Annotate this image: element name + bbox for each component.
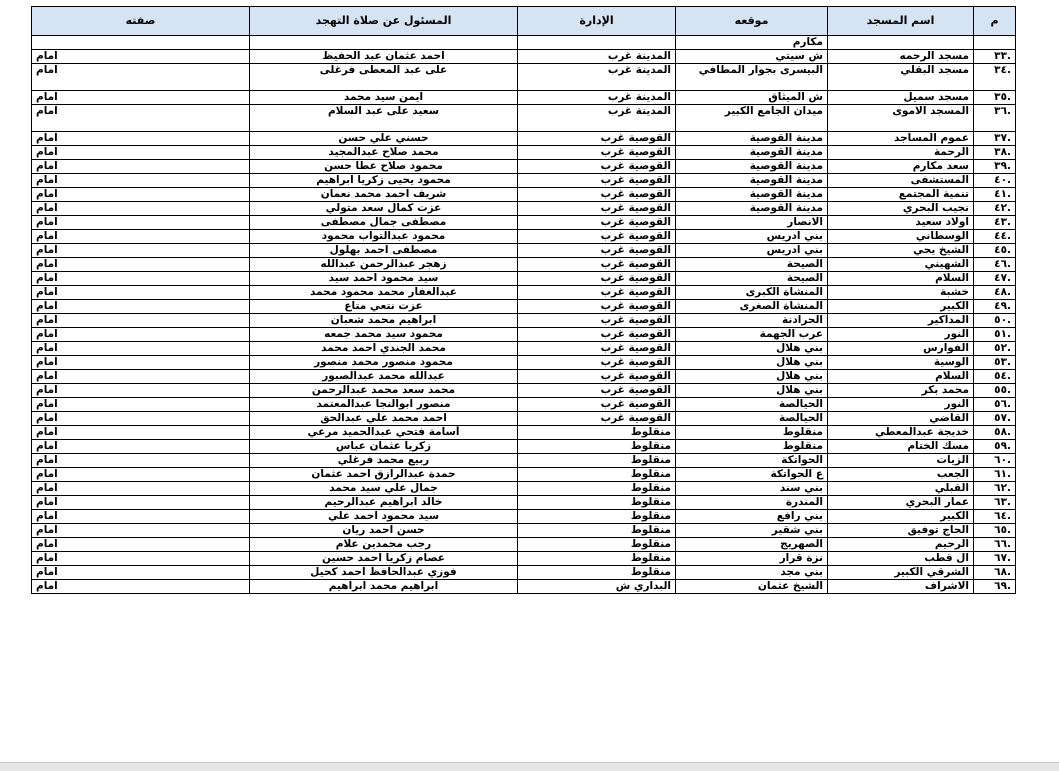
- mosque-name-cell: [828, 36, 974, 50]
- mosque-name-cell: الاشراف: [828, 580, 974, 594]
- location-cell: مدينة القوصية: [676, 146, 828, 160]
- location-cell: بني ادريس: [676, 244, 828, 258]
- department-cell: منقلوط: [518, 538, 676, 552]
- location-cell: مدينة القوصية: [676, 132, 828, 146]
- responsible-person-cell: سعيد على عبد السلام: [250, 105, 518, 132]
- responsible-person-cell: محمد الجندي احمد محمد: [250, 342, 518, 356]
- header-row: [32, 7, 1016, 36]
- mosque-name-cell: السلام: [828, 370, 974, 384]
- col-header-mosque: اسم المسجد: [828, 7, 974, 36]
- location-cell: المنشاة الكبرى: [676, 286, 828, 300]
- role-cell: امام: [32, 524, 250, 538]
- department-cell: القوصية غرب: [518, 244, 676, 258]
- role-cell: امام: [32, 314, 250, 328]
- row-number: .٥٣: [974, 356, 1016, 370]
- mosque-name-cell: السلام: [828, 272, 974, 286]
- role-cell: امام: [32, 91, 250, 105]
- table-row: [32, 244, 1016, 258]
- role-cell: امام: [32, 132, 250, 146]
- location-cell: بني هلال: [676, 356, 828, 370]
- department-cell: منقلوط: [518, 496, 676, 510]
- table-row: [32, 174, 1016, 188]
- row-number: .٥٠: [974, 314, 1016, 328]
- row-number: .٦٩: [974, 580, 1016, 594]
- responsible-person-cell: سيد محمود احمد علي: [250, 510, 518, 524]
- row-number: .٦٣: [974, 496, 1016, 510]
- responsible-person-cell: زكريا عثمان عباس: [250, 440, 518, 454]
- department-cell: منقلوط: [518, 510, 676, 524]
- table-row: [32, 50, 1016, 64]
- responsible-person-cell: محمود عبدالتواب محمود: [250, 230, 518, 244]
- table-row: [32, 510, 1016, 524]
- department-cell: منقلوط: [518, 426, 676, 440]
- responsible-person-cell: عزت نتعي متاع: [250, 300, 518, 314]
- mosque-table: [31, 6, 1016, 594]
- table-row: [32, 64, 1016, 91]
- row-number: .٥٧: [974, 412, 1016, 426]
- responsible-person-cell: منصور ابوالنجا عبدالمعتمد: [250, 398, 518, 412]
- mosque-name-cell: المستشفى: [828, 174, 974, 188]
- row-number: [974, 36, 1016, 50]
- row-number: .٤٦: [974, 258, 1016, 272]
- col-header-location: موقعه: [676, 7, 828, 36]
- role-cell: امام: [32, 552, 250, 566]
- mosque-name-cell: اولاد سعيد: [828, 216, 974, 230]
- responsible-person-cell: ابراهيم محمد شعبان: [250, 314, 518, 328]
- role-cell: امام: [32, 286, 250, 300]
- row-number: .٥٢: [974, 342, 1016, 356]
- table-row: [32, 412, 1016, 426]
- mosque-name-cell: الرحمة: [828, 146, 974, 160]
- row-number: .٦٥: [974, 524, 1016, 538]
- mosque-name-cell: القاضي: [828, 412, 974, 426]
- table-row: [32, 300, 1016, 314]
- mosque-name-cell: المسجد الاموى: [828, 105, 974, 132]
- table-row: [32, 258, 1016, 272]
- location-cell: نزة قرار: [676, 552, 828, 566]
- department-cell: القوصية غرب: [518, 356, 676, 370]
- department-cell: منقلوط: [518, 468, 676, 482]
- row-number: .٣٣: [974, 50, 1016, 64]
- table-row: [32, 482, 1016, 496]
- department-cell: القوصية غرب: [518, 146, 676, 160]
- responsible-person-cell: احمد عثمان عبد الحفيظ: [250, 50, 518, 64]
- mosque-name-cell: خشبة: [828, 286, 974, 300]
- location-cell: الشيخ عثمان: [676, 580, 828, 594]
- table-row: [32, 454, 1016, 468]
- mosque-name-cell: مسجد البقلي: [828, 64, 974, 91]
- responsible-person-cell: حسني علي حسن: [250, 132, 518, 146]
- department-cell: القوصية غرب: [518, 384, 676, 398]
- department-cell: القوصية غرب: [518, 132, 676, 146]
- role-cell: امام: [32, 496, 250, 510]
- responsible-person-cell: شريف احمد محمد نعمان: [250, 188, 518, 202]
- department-cell: القوصية غرب: [518, 342, 676, 356]
- table-row: [32, 230, 1016, 244]
- mosque-table-container: [31, 6, 1015, 594]
- location-cell: البيسرى بجوار المطافي: [676, 64, 828, 91]
- department-cell: القوصية غرب: [518, 174, 676, 188]
- responsible-person-cell: محمد صلاح عبدالمجيد: [250, 146, 518, 160]
- table-row: [32, 286, 1016, 300]
- mosque-name-cell: الشيخ يحي: [828, 244, 974, 258]
- mosque-name-cell: القبلي: [828, 482, 974, 496]
- role-cell: امام: [32, 342, 250, 356]
- role-cell: امام: [32, 105, 250, 132]
- location-cell: ميدان الجامع الكبير: [676, 105, 828, 132]
- role-cell: امام: [32, 258, 250, 272]
- role-cell: امام: [32, 510, 250, 524]
- row-number: .٥٦: [974, 398, 1016, 412]
- col-header-dept: الإدارة: [518, 7, 676, 36]
- department-cell: القوصية غرب: [518, 314, 676, 328]
- department-cell: القوصية غرب: [518, 286, 676, 300]
- location-cell: عرب الجهمة: [676, 328, 828, 342]
- role-cell: امام: [32, 230, 250, 244]
- role-cell: امام: [32, 454, 250, 468]
- row-number: .٦٤: [974, 510, 1016, 524]
- role-cell: امام: [32, 188, 250, 202]
- table-row: [32, 188, 1016, 202]
- location-cell: مدينة القوصية: [676, 188, 828, 202]
- responsible-person-cell: فوزي عبدالحافظ احمد كحيل: [250, 566, 518, 580]
- department-cell: منقلوط: [518, 552, 676, 566]
- row-number: .٣٩: [974, 160, 1016, 174]
- role-cell: امام: [32, 300, 250, 314]
- table-row: [32, 328, 1016, 342]
- row-number: .٤١: [974, 188, 1016, 202]
- row-number: .٣٧: [974, 132, 1016, 146]
- department-cell: القوصية غرب: [518, 216, 676, 230]
- role-cell: امام: [32, 202, 250, 216]
- table-row: [32, 440, 1016, 454]
- table-row: [32, 370, 1016, 384]
- role-cell: [32, 36, 250, 50]
- responsible-person-cell: مصطفى احمد بهلول: [250, 244, 518, 258]
- department-cell: القوصية غرب: [518, 300, 676, 314]
- department-cell: القوصية غرب: [518, 188, 676, 202]
- mosque-name-cell: نجيب البحري: [828, 202, 974, 216]
- mosque-name-cell: عموم المساجد: [828, 132, 974, 146]
- responsible-person-cell: عبدالله محمد عبدالصبور: [250, 370, 518, 384]
- location-cell: بني مجد: [676, 566, 828, 580]
- row-number: .٣٥: [974, 91, 1016, 105]
- role-cell: امام: [32, 412, 250, 426]
- row-number: .٤٧: [974, 272, 1016, 286]
- row-number: .٦٠: [974, 454, 1016, 468]
- location-cell: الصهريج: [676, 538, 828, 552]
- department-cell: منقلوط: [518, 482, 676, 496]
- role-cell: امام: [32, 482, 250, 496]
- bottom-scrollbar[interactable]: [0, 762, 1059, 771]
- mosque-name-cell: مسجد الرحمه: [828, 50, 974, 64]
- row-number: .٥٩: [974, 440, 1016, 454]
- location-cell: الحرادنة: [676, 314, 828, 328]
- mosque-name-cell: مسجد سميل: [828, 91, 974, 105]
- responsible-person-cell: سيد محمود احمد سيد: [250, 272, 518, 286]
- table-row: [32, 398, 1016, 412]
- table-row: [32, 91, 1016, 105]
- department-cell: القوصية غرب: [518, 230, 676, 244]
- location-cell: منقلوط: [676, 440, 828, 454]
- role-cell: امام: [32, 538, 250, 552]
- department-cell: المدينة غرب: [518, 50, 676, 64]
- responsible-person-cell: عصام زكريا احمد حسين: [250, 552, 518, 566]
- row-number: .٣٦: [974, 105, 1016, 132]
- department-cell: منقلوط: [518, 440, 676, 454]
- col-header-num: م: [974, 7, 1016, 36]
- mosque-name-cell: عمار البحري: [828, 496, 974, 510]
- responsible-person-cell: محمد سعد محمد عبدالرحمن: [250, 384, 518, 398]
- row-number: .٦١: [974, 468, 1016, 482]
- mosque-name-cell: الجعب: [828, 468, 974, 482]
- role-cell: امام: [32, 64, 250, 91]
- department-cell: المدينة غرب: [518, 64, 676, 91]
- department-cell: القوصية غرب: [518, 160, 676, 174]
- department-cell: البداري ش: [518, 580, 676, 594]
- table-row: [32, 202, 1016, 216]
- mosque-name-cell: النور: [828, 398, 974, 412]
- row-number: .٤٠: [974, 174, 1016, 188]
- row-number: .٦٢: [974, 482, 1016, 496]
- location-cell: بني ادريس: [676, 230, 828, 244]
- responsible-person-cell: جمال علي سيد محمد: [250, 482, 518, 496]
- location-cell: الصيحة: [676, 258, 828, 272]
- location-cell: بني سند: [676, 482, 828, 496]
- department-cell: [518, 36, 676, 50]
- mosque-name-cell: الشرقي الكبير: [828, 566, 974, 580]
- responsible-person-cell: حمدة عبدالرازق احمد عثمان: [250, 468, 518, 482]
- department-cell: القوصية غرب: [518, 370, 676, 384]
- mosque-name-cell: الكبير: [828, 300, 974, 314]
- row-number: .٦٦: [974, 538, 1016, 552]
- department-cell: القوصية غرب: [518, 412, 676, 426]
- row-number: .٦٨: [974, 566, 1016, 580]
- mosque-name-cell: الزيات: [828, 454, 974, 468]
- table-row: [32, 160, 1016, 174]
- location-cell: منقلوط: [676, 426, 828, 440]
- role-cell: امام: [32, 356, 250, 370]
- location-cell: مدينة القوصية: [676, 174, 828, 188]
- responsible-person-cell: خالد ابراهيم عبدالرحيم: [250, 496, 518, 510]
- location-cell: الصيحة: [676, 272, 828, 286]
- table-row: [32, 580, 1016, 594]
- table-row: [32, 384, 1016, 398]
- responsible-person-cell: عبدالغفار محمد محمود محمد: [250, 286, 518, 300]
- responsible-person-cell: احمد محمد علي عبدالحق: [250, 412, 518, 426]
- department-cell: القوصية غرب: [518, 398, 676, 412]
- row-number: .٥١: [974, 328, 1016, 342]
- table-row: [32, 538, 1016, 552]
- mosque-name-cell: الوسية: [828, 356, 974, 370]
- responsible-person-cell: زهجر عبدالرحمن عبدالله: [250, 258, 518, 272]
- table-row: [32, 496, 1016, 510]
- table-row: [32, 146, 1016, 160]
- row-number: .٥٥: [974, 384, 1016, 398]
- role-cell: امام: [32, 244, 250, 258]
- department-cell: المدينة غرب: [518, 91, 676, 105]
- responsible-person-cell: محمود سيد محمد جمعه: [250, 328, 518, 342]
- row-number: .٤٣: [974, 216, 1016, 230]
- responsible-person-cell: ربيع محمد فرغلي: [250, 454, 518, 468]
- department-cell: المدينة غرب: [518, 105, 676, 132]
- role-cell: امام: [32, 272, 250, 286]
- table-row: [32, 314, 1016, 328]
- location-cell: الحيالصة: [676, 398, 828, 412]
- mosque-name-cell: الوسطاني: [828, 230, 974, 244]
- department-cell: القوصية غرب: [518, 202, 676, 216]
- table-row: [32, 132, 1016, 146]
- location-cell: بني شقير: [676, 524, 828, 538]
- location-cell: بني هلال: [676, 342, 828, 356]
- row-number: .٣٤: [974, 64, 1016, 91]
- col-header-responsible: المسئول عن صلاة التهجد: [250, 7, 518, 36]
- table-row: [32, 524, 1016, 538]
- mosque-name-cell: النور: [828, 328, 974, 342]
- location-cell: مدينة القوصية: [676, 160, 828, 174]
- responsible-person-cell: أسامة فتحي عبدالحميد مرعي: [250, 426, 518, 440]
- department-cell: منقلوط: [518, 454, 676, 468]
- responsible-person-cell: مصطفى جمال مصطفى: [250, 216, 518, 230]
- responsible-person-cell: ايمن سيد محمد: [250, 91, 518, 105]
- mosque-name-cell: محمد بكر: [828, 384, 974, 398]
- responsible-person-cell: محمود صلاح عطا حسن: [250, 160, 518, 174]
- mosque-name-cell: المداكير: [828, 314, 974, 328]
- location-cell: المنشاة الصغرى: [676, 300, 828, 314]
- role-cell: امام: [32, 160, 250, 174]
- role-cell: امام: [32, 328, 250, 342]
- table-row: [32, 216, 1016, 230]
- table-row: [32, 36, 1016, 50]
- responsible-person-cell: حسن احمد ريان: [250, 524, 518, 538]
- responsible-person-cell: محمود يحيى زكريا ابراهيم: [250, 174, 518, 188]
- table-row: [32, 468, 1016, 482]
- role-cell: امام: [32, 370, 250, 384]
- department-cell: القوصية غرب: [518, 258, 676, 272]
- role-cell: امام: [32, 440, 250, 454]
- department-cell: القوصية غرب: [518, 328, 676, 342]
- role-cell: امام: [32, 146, 250, 160]
- table-row: [32, 105, 1016, 132]
- location-cell: مدينة القوصية: [676, 202, 828, 216]
- mosque-name-cell: الفوارس: [828, 342, 974, 356]
- location-cell: الانصار: [676, 216, 828, 230]
- role-cell: امام: [32, 216, 250, 230]
- row-number: .٤٤: [974, 230, 1016, 244]
- mosque-name-cell: الكبير: [828, 510, 974, 524]
- table-row: [32, 552, 1016, 566]
- mosque-name-cell: سعد مكارم: [828, 160, 974, 174]
- location-cell: مكارم: [676, 36, 828, 50]
- location-cell: بني هلال: [676, 384, 828, 398]
- role-cell: امام: [32, 580, 250, 594]
- role-cell: امام: [32, 426, 250, 440]
- row-number: .٥٤: [974, 370, 1016, 384]
- role-cell: امام: [32, 468, 250, 482]
- department-cell: منقلوط: [518, 524, 676, 538]
- row-number: .٥٨: [974, 426, 1016, 440]
- location-cell: ع الحواتكة: [676, 468, 828, 482]
- responsible-person-cell: رجب محمدين علام: [250, 538, 518, 552]
- location-cell: بني رافع: [676, 510, 828, 524]
- table-row: [32, 566, 1016, 580]
- responsible-person-cell: ابراهيم محمد ابراهيم: [250, 580, 518, 594]
- location-cell: الحيالصة: [676, 412, 828, 426]
- table-body: [32, 36, 1016, 594]
- mosque-name-cell: الشهيني: [828, 258, 974, 272]
- mosque-name-cell: تنمية المجتمع: [828, 188, 974, 202]
- role-cell: امام: [32, 174, 250, 188]
- table-row: [32, 356, 1016, 370]
- responsible-person-cell: محمود منصور محمد منصور: [250, 356, 518, 370]
- table-row: [32, 272, 1016, 286]
- row-number: .٤٨: [974, 286, 1016, 300]
- responsible-person-cell: [250, 36, 518, 50]
- table-row: [32, 342, 1016, 356]
- row-number: .٤٩: [974, 300, 1016, 314]
- mosque-name-cell: الرحيم: [828, 538, 974, 552]
- mosque-name-cell: خديجة عبدالمعطي: [828, 426, 974, 440]
- role-cell: امام: [32, 398, 250, 412]
- col-header-role: صفته: [32, 7, 250, 36]
- department-cell: القوصية غرب: [518, 272, 676, 286]
- department-cell: منقلوط: [518, 566, 676, 580]
- location-cell: ش سيتي: [676, 50, 828, 64]
- location-cell: المندرة: [676, 496, 828, 510]
- mosque-name-cell: الحاج توفيق: [828, 524, 974, 538]
- responsible-person-cell: عزت كمال سعد متولي: [250, 202, 518, 216]
- mosque-name-cell: مسك الختام: [828, 440, 974, 454]
- role-cell: امام: [32, 566, 250, 580]
- row-number: .٣٨: [974, 146, 1016, 160]
- table-row: [32, 426, 1016, 440]
- responsible-person-cell: على عبد المعطى فرغلى: [250, 64, 518, 91]
- row-number: .٤٢: [974, 202, 1016, 216]
- location-cell: بني هلال: [676, 370, 828, 384]
- row-number: .٦٧: [974, 552, 1016, 566]
- location-cell: ش الميثاق: [676, 91, 828, 105]
- role-cell: امام: [32, 50, 250, 64]
- mosque-name-cell: ال قطب: [828, 552, 974, 566]
- row-number: .٤٥: [974, 244, 1016, 258]
- role-cell: امام: [32, 384, 250, 398]
- location-cell: الحواتكة: [676, 454, 828, 468]
